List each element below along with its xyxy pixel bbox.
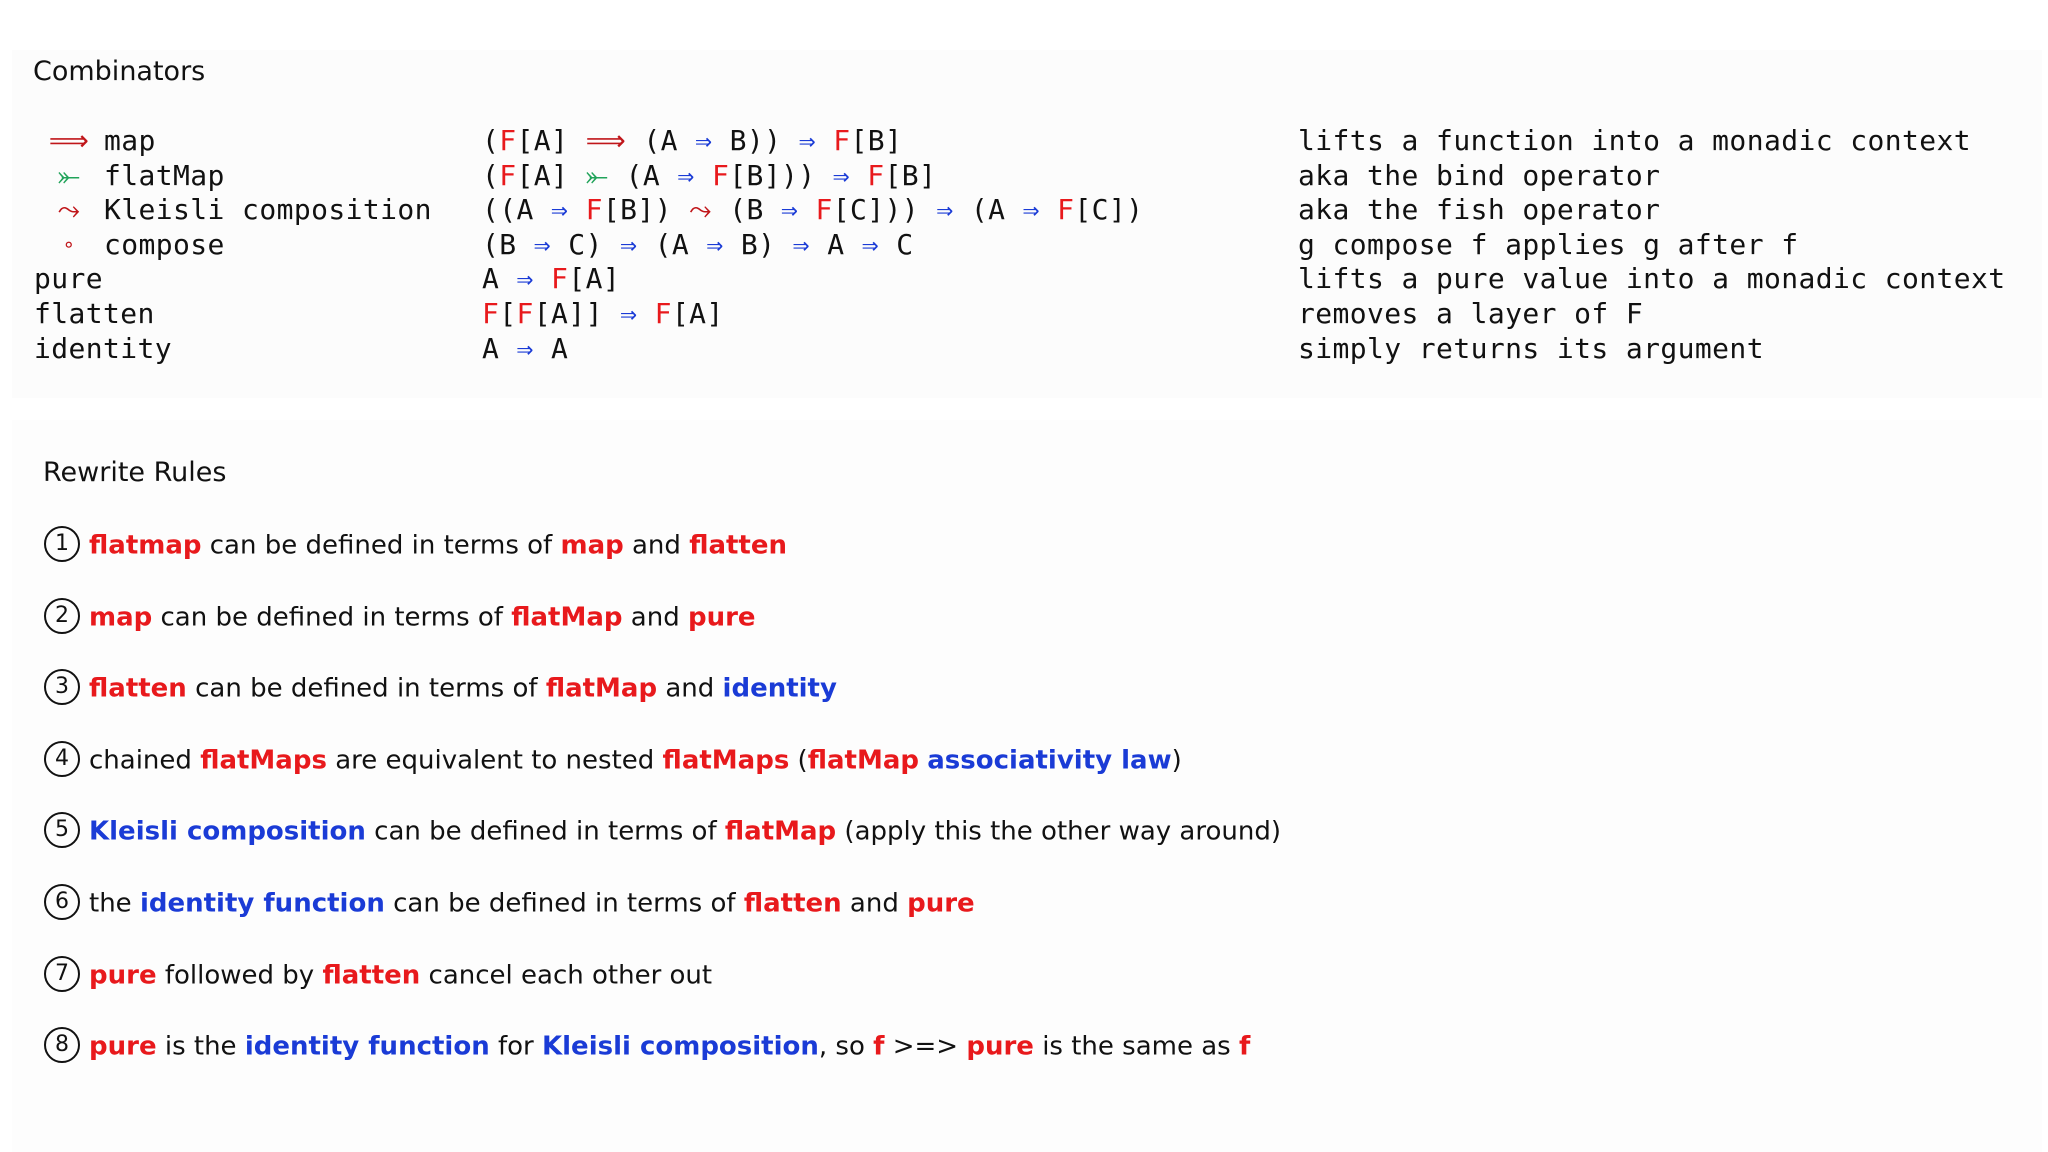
rewrite-rule: [44, 958, 712, 996]
rule-keyword: pure: [687, 602, 756, 633]
combinator-signature: [482, 297, 724, 330]
rewrite-rule: [44, 743, 1182, 781]
type-constructor-f: F: [499, 124, 517, 157]
combinator-row: [0, 228, 2048, 262]
rule-text: can be defined in terms of: [152, 602, 512, 633]
combinator-row: [0, 193, 2048, 227]
type-constructor-f: F: [516, 297, 534, 330]
combinator-row: [0, 159, 2048, 193]
flatmap-arrow-icon: ⤜: [57, 158, 81, 192]
rule-keyword: f: [1238, 1031, 1251, 1062]
rule-number-badge: 6: [44, 884, 80, 920]
rewrite-rules-heading: Rewrite Rules: [43, 457, 227, 488]
rule-text: chained: [89, 745, 201, 776]
rewrite-rule: [44, 814, 1281, 852]
signature-text: B): [723, 227, 793, 261]
rule-keyword: flatMap: [511, 602, 623, 633]
signature-text: [A]: [568, 262, 621, 296]
function-arrow-icon: ⇒: [551, 193, 569, 227]
rule-keyword: map: [89, 602, 153, 633]
rule-keyword: flatMaps: [662, 745, 790, 776]
signature-text: (: [482, 124, 500, 157]
signature-text: [C])): [832, 193, 937, 227]
signature-text: B)): [712, 124, 799, 157]
signature-text: (: [482, 158, 500, 192]
signature-text: [: [499, 297, 517, 330]
type-constructor-f: F: [654, 297, 672, 330]
compose-circle-icon: ∘: [62, 231, 76, 256]
combinator-row: [0, 124, 2048, 158]
signature-text: (B: [482, 227, 534, 261]
combinator-name: [34, 193, 432, 227]
combinator-signature: [482, 332, 568, 365]
rule-keyword: pure: [89, 960, 157, 991]
combinator-description: g compose f applies g after f: [1298, 227, 1799, 261]
map-arrow-icon: ⟹: [585, 124, 627, 157]
rule-keyword: flatMaps: [200, 745, 327, 776]
rule-text: for: [489, 1031, 542, 1062]
rule-text: can be defined in terms of: [201, 530, 561, 561]
function-arrow-icon: ⇒: [832, 158, 851, 192]
type-constructor-f: F: [499, 158, 517, 192]
type-constructor-f: F: [1057, 193, 1075, 227]
signature-text: (B: [711, 193, 781, 227]
combinator-row: [0, 297, 2048, 331]
type-constructor-f: F: [482, 297, 500, 330]
function-arrow-icon: ⇒: [798, 124, 816, 157]
combinator-description: lifts a function into a monadic context: [1298, 124, 1972, 157]
combinator-signature: [482, 159, 936, 193]
flatmap-arrow-icon: ⤜: [585, 158, 609, 192]
signature-text: [637, 297, 654, 330]
fish-arrow-icon: ⤳: [689, 193, 712, 227]
rule-text: are equivalent to nested: [326, 745, 663, 776]
rule-keyword: pure: [966, 1031, 1034, 1062]
combinator-name: [34, 124, 156, 157]
signature-text: [1040, 193, 1057, 226]
rule-keyword: flatMap: [545, 673, 658, 704]
combinator-description: simply returns its argument: [1298, 331, 1764, 365]
combinator-name: pure: [34, 262, 104, 296]
type-constructor-f: F: [833, 124, 851, 157]
signature-text: A: [809, 227, 862, 261]
rule-keyword: identity function: [139, 888, 385, 919]
rule-number-badge: 4: [44, 741, 80, 777]
rule-number-badge: 2: [44, 598, 80, 634]
function-arrow-icon: ⇒: [677, 158, 695, 192]
rule-keyword: identity: [722, 673, 837, 704]
rule-keyword: flatmap: [89, 530, 202, 561]
rule-text: (apply this the other way around): [836, 816, 1281, 847]
type-constructor-f: F: [815, 193, 833, 227]
type-constructor-f: F: [867, 158, 885, 192]
signature-text: [A]: [671, 297, 724, 330]
signature-text: [A]]: [533, 297, 621, 330]
function-arrow-icon: ⇒: [516, 331, 534, 365]
combinator-description: lifts a pure value into a monadic context: [1298, 262, 2006, 296]
rule-text: can be defined in terms of: [186, 673, 546, 704]
function-arrow-icon: ⇒: [780, 193, 799, 227]
rule-keyword: flatten: [322, 960, 421, 991]
rule-keyword: flatMap: [807, 745, 919, 776]
rule-keyword: associativity law: [927, 745, 1172, 776]
signature-text: ((A: [482, 193, 552, 227]
combinator-signature: [482, 193, 1143, 227]
combinator-row: [0, 332, 2048, 366]
type-constructor-f: F: [551, 262, 569, 296]
rule-keyword: map: [560, 530, 624, 561]
signature-text: [A]: [516, 124, 586, 157]
rule-text: can be defined in terms of: [365, 816, 725, 847]
rule-keyword: Kleisli composition: [542, 1031, 819, 1062]
rule-text: can be defined in terms of: [384, 888, 744, 919]
rule-text: cancel each other out: [420, 960, 713, 991]
combinator-description: aka the bind operator: [1298, 158, 1661, 192]
rule-text: and: [657, 673, 723, 704]
rule-text: and: [841, 888, 908, 919]
signature-text: [A]: [516, 158, 586, 192]
signature-text: (A: [608, 158, 678, 192]
rule-number-badge: 8: [44, 1027, 80, 1063]
rule-text: ): [1171, 745, 1182, 776]
signature-text: A: [533, 331, 569, 365]
signature-text: A: [482, 262, 517, 296]
signature-text: [850, 159, 867, 192]
rule-text: , so: [818, 1031, 874, 1062]
signature-text: [534, 262, 551, 295]
signature-text: [695, 159, 712, 192]
rule-text: followed by: [156, 960, 323, 991]
function-arrow-icon: ⇒: [695, 124, 713, 157]
signature-text: (A: [626, 124, 696, 157]
signature-text: C: [878, 227, 914, 261]
signature-text: [B])): [729, 158, 833, 192]
rule-text: is the: [156, 1031, 245, 1062]
combinator-signature: [482, 262, 620, 295]
rule-keyword: Kleisli composition: [89, 816, 366, 847]
rewrite-rule: [44, 1029, 1250, 1067]
rule-text: and: [623, 530, 690, 561]
signature-text: [568, 193, 585, 226]
rewrite-rule: [44, 886, 975, 924]
rule-number-badge: 5: [44, 812, 80, 848]
combinator-name-label: compose: [104, 227, 225, 261]
signature-text: (A: [953, 193, 1023, 227]
signature-text: A: [482, 331, 517, 365]
combinator-name: identity: [34, 331, 173, 365]
combinator-name: flatten: [34, 297, 155, 330]
rule-text: is the same as: [1033, 1031, 1239, 1062]
combinator-description: removes a layer of F: [1298, 297, 1644, 330]
type-constructor-f: F: [711, 158, 730, 192]
combinator-row: [0, 262, 2048, 296]
function-arrow-icon: ⇒: [620, 227, 638, 261]
function-arrow-icon: ⇒: [533, 227, 552, 261]
combinator-description: aka the fish operator: [1298, 193, 1661, 227]
signature-text: [B]): [602, 193, 690, 227]
signature-text: (A: [637, 227, 707, 261]
combinator-name-label: map: [104, 124, 156, 157]
combinator-name-label: Kleisli composition: [104, 193, 432, 227]
fish-arrow-icon: ⤳: [57, 193, 81, 227]
rule-keyword: flatten: [743, 888, 842, 919]
combinators-heading: Combinators: [33, 56, 206, 87]
signature-text: [816, 124, 833, 157]
rule-number-badge: 3: [44, 669, 80, 705]
rule-keyword: pure: [907, 888, 975, 919]
combinator-name: [34, 228, 225, 261]
signature-text: [798, 193, 815, 226]
function-arrow-icon: ⇒: [620, 297, 638, 330]
rule-number-badge: 7: [44, 956, 80, 992]
rule-text: >=>: [884, 1031, 967, 1062]
function-arrow-icon: ⇒: [936, 193, 954, 227]
rule-text: (: [789, 745, 808, 776]
function-arrow-icon: ⇒: [1022, 193, 1040, 227]
signature-text: [B]: [884, 158, 937, 192]
combinator-signature: [482, 124, 902, 157]
rewrite-rule: [44, 671, 837, 709]
rewrite-rule: [44, 600, 756, 638]
signature-text: C): [551, 227, 621, 261]
rule-keyword: flatten: [89, 673, 187, 704]
combinator-name-label: flatMap: [104, 158, 225, 192]
rule-text: and: [622, 602, 688, 633]
rule-keyword: flatMap: [724, 816, 837, 847]
map-arrow-icon: ⟹: [48, 124, 90, 157]
function-arrow-icon: ⇒: [516, 262, 534, 296]
type-constructor-f: F: [585, 193, 603, 227]
rule-text: the: [89, 888, 140, 919]
rule-number-badge: 1: [44, 526, 80, 562]
rule-keyword: flatten: [689, 530, 788, 561]
rule-keyword: identity function: [244, 1031, 490, 1062]
rewrite-rule: [44, 528, 787, 566]
combinator-signature: [482, 228, 914, 261]
function-arrow-icon: ⇒: [706, 227, 724, 261]
rule-keyword: f: [873, 1031, 885, 1062]
function-arrow-icon: ⇒: [861, 227, 879, 261]
rule-keyword: pure: [89, 1031, 157, 1062]
combinator-name: [34, 159, 225, 193]
signature-text: [B]: [850, 124, 903, 157]
signature-text: [C]): [1074, 193, 1144, 227]
function-arrow-icon: ⇒: [792, 227, 810, 261]
